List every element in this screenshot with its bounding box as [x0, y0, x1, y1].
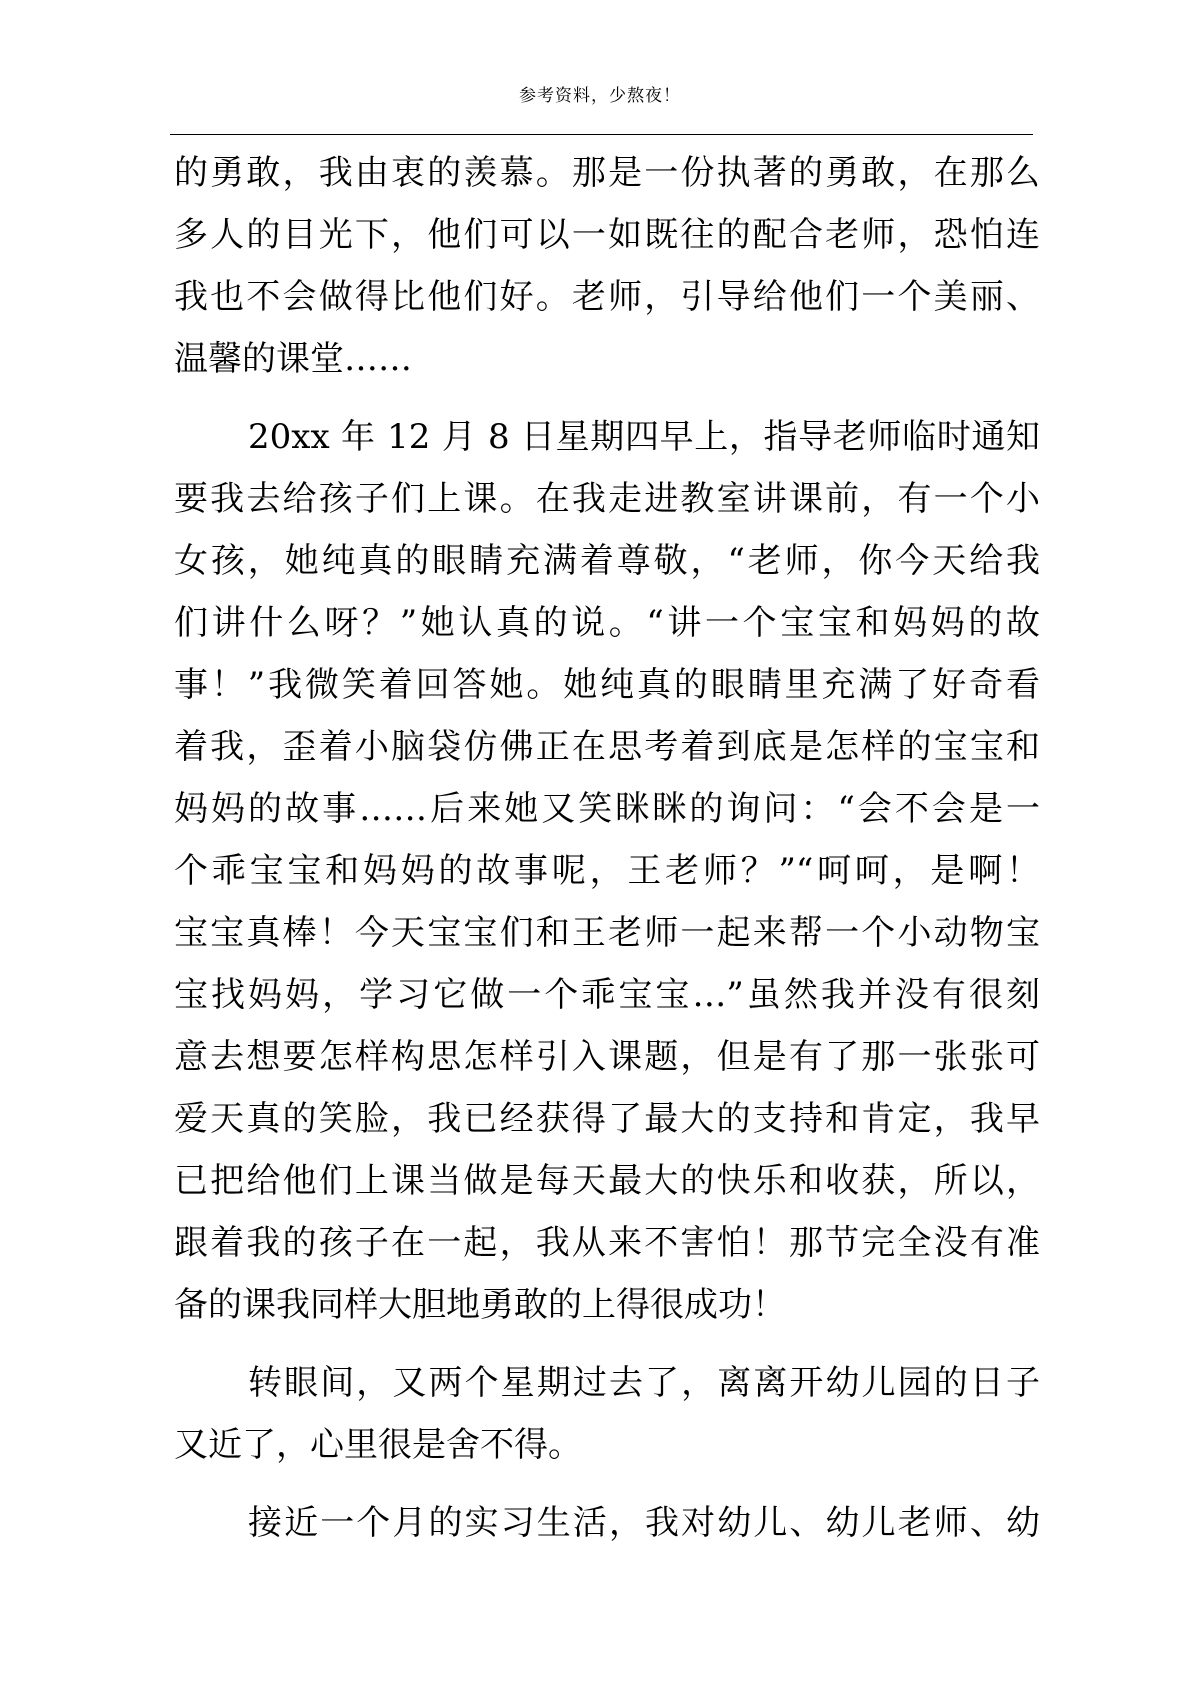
text-line: 宝找妈妈，学习它做一个乖宝宝…”虽然我并没有很刻: [174, 975, 1040, 1015]
text-line: 意去想要怎样构思怎样引入课题，但是有了那一张张可: [174, 1037, 1040, 1077]
text-line: 们讲什么呀？”她认真的说。“讲一个宝宝和妈妈的故: [174, 603, 1040, 643]
text-line: 着我，歪着小脑袋仿佛正在思考着到底是怎样的宝宝和: [174, 727, 1040, 767]
text-line: 20xx 年 12 月 8 日星期四早上，指导老师临时通知: [248, 417, 1040, 457]
text-line: 个乖宝宝和妈妈的故事呢，王老师？”“呵呵，是啊！: [174, 851, 1040, 891]
text-line: 又近了，心里很是舍不得。: [174, 1425, 582, 1465]
header-divider: [170, 134, 1033, 135]
text-line: 的勇敢，我由衷的羡慕。那是一份执著的勇敢，在那么: [174, 153, 1040, 193]
text-line: 跟着我的孩子在一起，我从来不害怕！那节完全没有准: [174, 1223, 1040, 1263]
text-line: 转眼间，又两个星期过去了，离离开幼儿园的日子: [248, 1363, 1040, 1403]
paragraph: [174, 1492, 1040, 1554]
paragraph: [174, 406, 1040, 1336]
paragraph: [174, 142, 1040, 390]
text-line: 女孩，她纯真的眼睛充满着尊敬，“老师，你今天给我: [174, 541, 1040, 581]
text-line: 要我去给孩子们上课。在我走进教室讲课前，有一个小: [174, 479, 1040, 519]
text-line: 宝宝真棒！今天宝宝们和王老师一起来帮一个小动物宝: [174, 913, 1040, 953]
paragraph: [174, 1352, 1040, 1476]
text-line: 已把给他们上课当做是每天最大的快乐和收获，所以，: [174, 1161, 1040, 1201]
text-line: 我也不会做得比他们好。老师，引导给他们一个美丽、: [174, 277, 1040, 317]
text-line: 备的课我同样大胆地勇敢的上得很成功！: [174, 1285, 786, 1325]
text-line: 多人的目光下，他们可以一如既往的配合老师，恐怕连: [174, 215, 1040, 255]
text-line: 爱天真的笑脸，我已经获得了最大的支持和肯定，我早: [174, 1099, 1040, 1139]
document-body: [174, 142, 1040, 1554]
text-line: 事！”我微笑着回答她。她纯真的眼睛里充满了好奇看: [174, 665, 1040, 705]
text-line: 接近一个月的实习生活，我对幼儿、幼儿老师、幼: [248, 1503, 1040, 1543]
text-line: 妈妈的故事……后来她又笑眯眯的询问：“会不会是一: [174, 789, 1040, 829]
text-line: 温馨的课堂……: [174, 339, 412, 379]
page-header: 参考资料，少熬夜！: [519, 86, 681, 106]
